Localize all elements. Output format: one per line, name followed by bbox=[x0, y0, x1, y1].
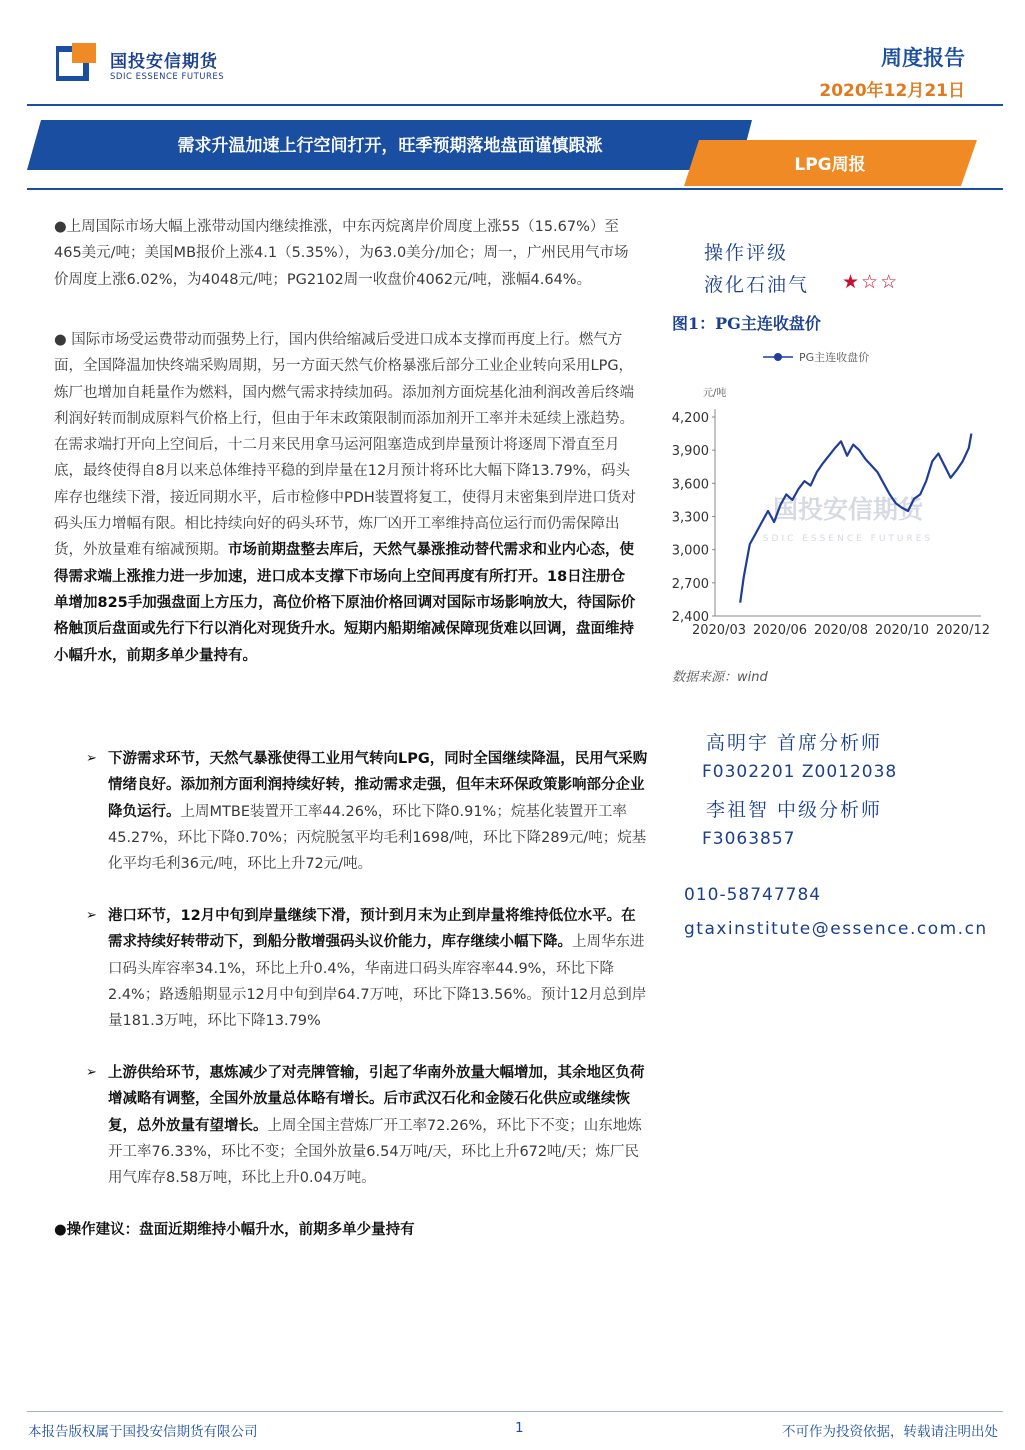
report-category-tag: LPG周报 bbox=[794, 155, 866, 175]
bullet-downstream bbox=[86, 746, 650, 877]
company-logo-name: 国投安信期货 bbox=[110, 52, 218, 72]
bullet-detail: 上周MTBE装置开工率44.26%，环比下降0.91%；烷基化装置开工率45.27%，环比下降0.70%；丙烷脱氢平均毛利1698/吨，环比下降289元/吨；烷基化平均毛利36元/吨，环比上升72元/吨。 bbox=[108, 803, 647, 873]
analyst-1-name: 高明宇 首席分析师 bbox=[706, 732, 883, 754]
legend-label: PG主连收盘价 bbox=[799, 351, 870, 364]
bullet-detail: 上周全国主营炼厂开工率72.26%，环比下不变；山东地炼开工率76.33%，环比不变；全国外放量6.54万吨/天，环比上升672吨/天；炼厂民用气库存8.58万吨，环比上升0.04万吨。 bbox=[108, 1117, 642, 1187]
y-tick-label: 3,900 bbox=[671, 444, 709, 460]
bullet-port bbox=[86, 903, 650, 1034]
analyst-1-license: F0302201 Z0012038 bbox=[702, 762, 898, 782]
x-tick-label: 2020/06 bbox=[752, 623, 808, 638]
report-type: 周度报告 bbox=[881, 46, 965, 70]
rating-product: 液化石油气 bbox=[704, 274, 810, 296]
analysis-paragraph bbox=[54, 327, 636, 669]
analysis-conclusion: 市场前期盘整去库后，天然气暴涨推动替代需求和业内心态，使得需求端上涨推力进一步加速，进口成本支撑下市场向上空间再度有所打开。18日注册仓单增加825手加强盘面上方压力，高位价格下原油价格回调对国际市场影响放大，待国际价格触顶后盘面或先行下行以消化对现货升水。短期内船期缩减保障现货难以回调，盘面维持小幅升水，前期多单少量持有。 bbox=[54, 542, 636, 664]
price-chart-svg bbox=[663, 343, 993, 648]
bullet-key-point: 下游需求环节，天然气暴涨使得工业用气转向LPG，同时全国继续降温，民用气采购情绪良好。添加剂方面利润持续好转，推动需求走强，但年末环保政策影响部分企业降负运行。 bbox=[108, 751, 648, 820]
arrow-bullet-icon: ➢ bbox=[86, 1065, 97, 1080]
watermark-text: 国投安信期货 bbox=[772, 495, 924, 524]
arrow-bullet-icon: ➢ bbox=[86, 908, 97, 923]
rating-stars-icon: ★☆☆ bbox=[842, 271, 900, 293]
analyst-2-license: F3063857 bbox=[702, 829, 796, 849]
footer-divider bbox=[27, 1411, 1003, 1412]
report-headline: 需求升温加速上行空间打开，旺季预期落地盘面谨慎跟涨 bbox=[177, 136, 603, 156]
bullet-key-point: 港口环节，12月中旬到岸量继续下滑，预计到月末为止到岸量将维持低位水平。在需求持续好转带动下，到船分散增强码头议价能力，库存继续小幅下降。 bbox=[108, 908, 636, 951]
y-tick-label: 2,400 bbox=[671, 610, 709, 625]
page-number: 1 bbox=[515, 1420, 524, 1436]
operation-advice: ●操作建议：盘面近期维持小幅升水，前期多单少量持有 bbox=[54, 1222, 415, 1238]
contact-phone: 010-58747784 bbox=[684, 885, 822, 905]
copyright-notice: 本报告版权属于国投安信期货有限公司 bbox=[28, 1424, 258, 1440]
report-date: 2020年12月21日 bbox=[819, 81, 965, 101]
bullet-detail: 上周华东进口码头库容率34.1%，环比上升0.4%，华南进口码头库容率44.9%，环比下降2.4%；路透船期显示12月中旬到岸64.7万吨，环比下降13.56%。预计12月总到岸量181.3万吨，环比下降13.79% bbox=[108, 934, 647, 1030]
disclaimer: 不可作为投资依据，转载请注明出处 bbox=[782, 1424, 998, 1440]
logo-icon bbox=[56, 43, 100, 81]
x-tick-label: 2020/03 bbox=[691, 623, 747, 638]
y-tick-label: 4,200 bbox=[671, 411, 709, 426]
header-divider bbox=[27, 104, 1003, 106]
y-tick-label: 3,300 bbox=[671, 510, 709, 526]
x-tick-label: 2020/10 bbox=[874, 623, 930, 638]
rating-label: 操作评级 bbox=[704, 242, 789, 264]
price-chart bbox=[663, 343, 993, 648]
company-logo-english: SDIC ESSENCE FUTURES bbox=[110, 72, 225, 82]
x-tick-label: 2020/12 bbox=[935, 623, 991, 638]
contact-email[interactable]: gtaxinstitute@essence.com.cn bbox=[684, 919, 988, 939]
bullet-key-point: 上游供给环节，惠炼减少了对壳牌管输，引起了华南外放量大幅增加，其余地区负荷增减略有调整，全国外放量总体略有增长。后市武汉石化和金陵石化供应或继续恢复，总外放量有望增长。 bbox=[108, 1065, 645, 1134]
legend-marker bbox=[774, 353, 782, 361]
arrow-bullet-icon: ➢ bbox=[86, 751, 97, 766]
bullet-upstream bbox=[86, 1060, 650, 1191]
data-source: 数据来源：wind bbox=[672, 670, 768, 685]
y-tick-label: 2,700 bbox=[671, 576, 709, 592]
y-tick-label: 3,600 bbox=[671, 477, 709, 493]
x-tick-label: 2020/08 bbox=[813, 623, 869, 638]
analyst-2-name: 李祖智 中级分析师 bbox=[706, 799, 883, 821]
y-tick-label: 3,000 bbox=[671, 543, 709, 559]
summary-paragraph: ●上周国际市场大幅上涨带动国内继续推涨，中东丙烷离岸价周度上涨55（15.67%）至465美元/吨；美国MB报价上涨4.1（5.35%），为63.0美分/加仑；周一，广州民用气市场价周度上涨6.02%，为4048元/吨；PG2102周一收盘价4062元/吨，涨幅4.64%。 bbox=[54, 219, 629, 288]
y-axis-unit: 元/吨 bbox=[703, 388, 727, 399]
watermark-english: SDIC ESSENCE FUTURES bbox=[762, 534, 934, 544]
figure-title: 图1：PG主连收盘价 bbox=[672, 314, 821, 333]
analysis-text: ● 国际市场受运费带动而强势上行，国内供给缩减后受进口成本支撑而再度上行。燃气方面，全国降温加快终端采购周期，另一方面天然气价格暴涨后部分工业企业转向采用LPG，炼厂也增加自耗量作为燃料，国内燃气需求持续加码。添加剂方面烷基化油利润改善后终端利润好转而制成原料气价格上行，但由于年末政策限制而添加剂开工率并未延续上涨趋势。在需求端打开向上空间后，十二月来民用拿马运河阻塞造成到岸量预计将逐周下滑直至月底，最终使得自8月以来总体维持平稳的到岸量在12月预计将环比大幅下降13.79%，码头库存也继续下滑，接近同期水平，后市检修中PDH装置将复工，使得月末密集到岸进口货对码头压力增幅有限。相比持续向好的码头环节，炼厂凶开工率维持高位运行而仍需保障出货，外放量难有缩减预期。 bbox=[54, 332, 636, 559]
